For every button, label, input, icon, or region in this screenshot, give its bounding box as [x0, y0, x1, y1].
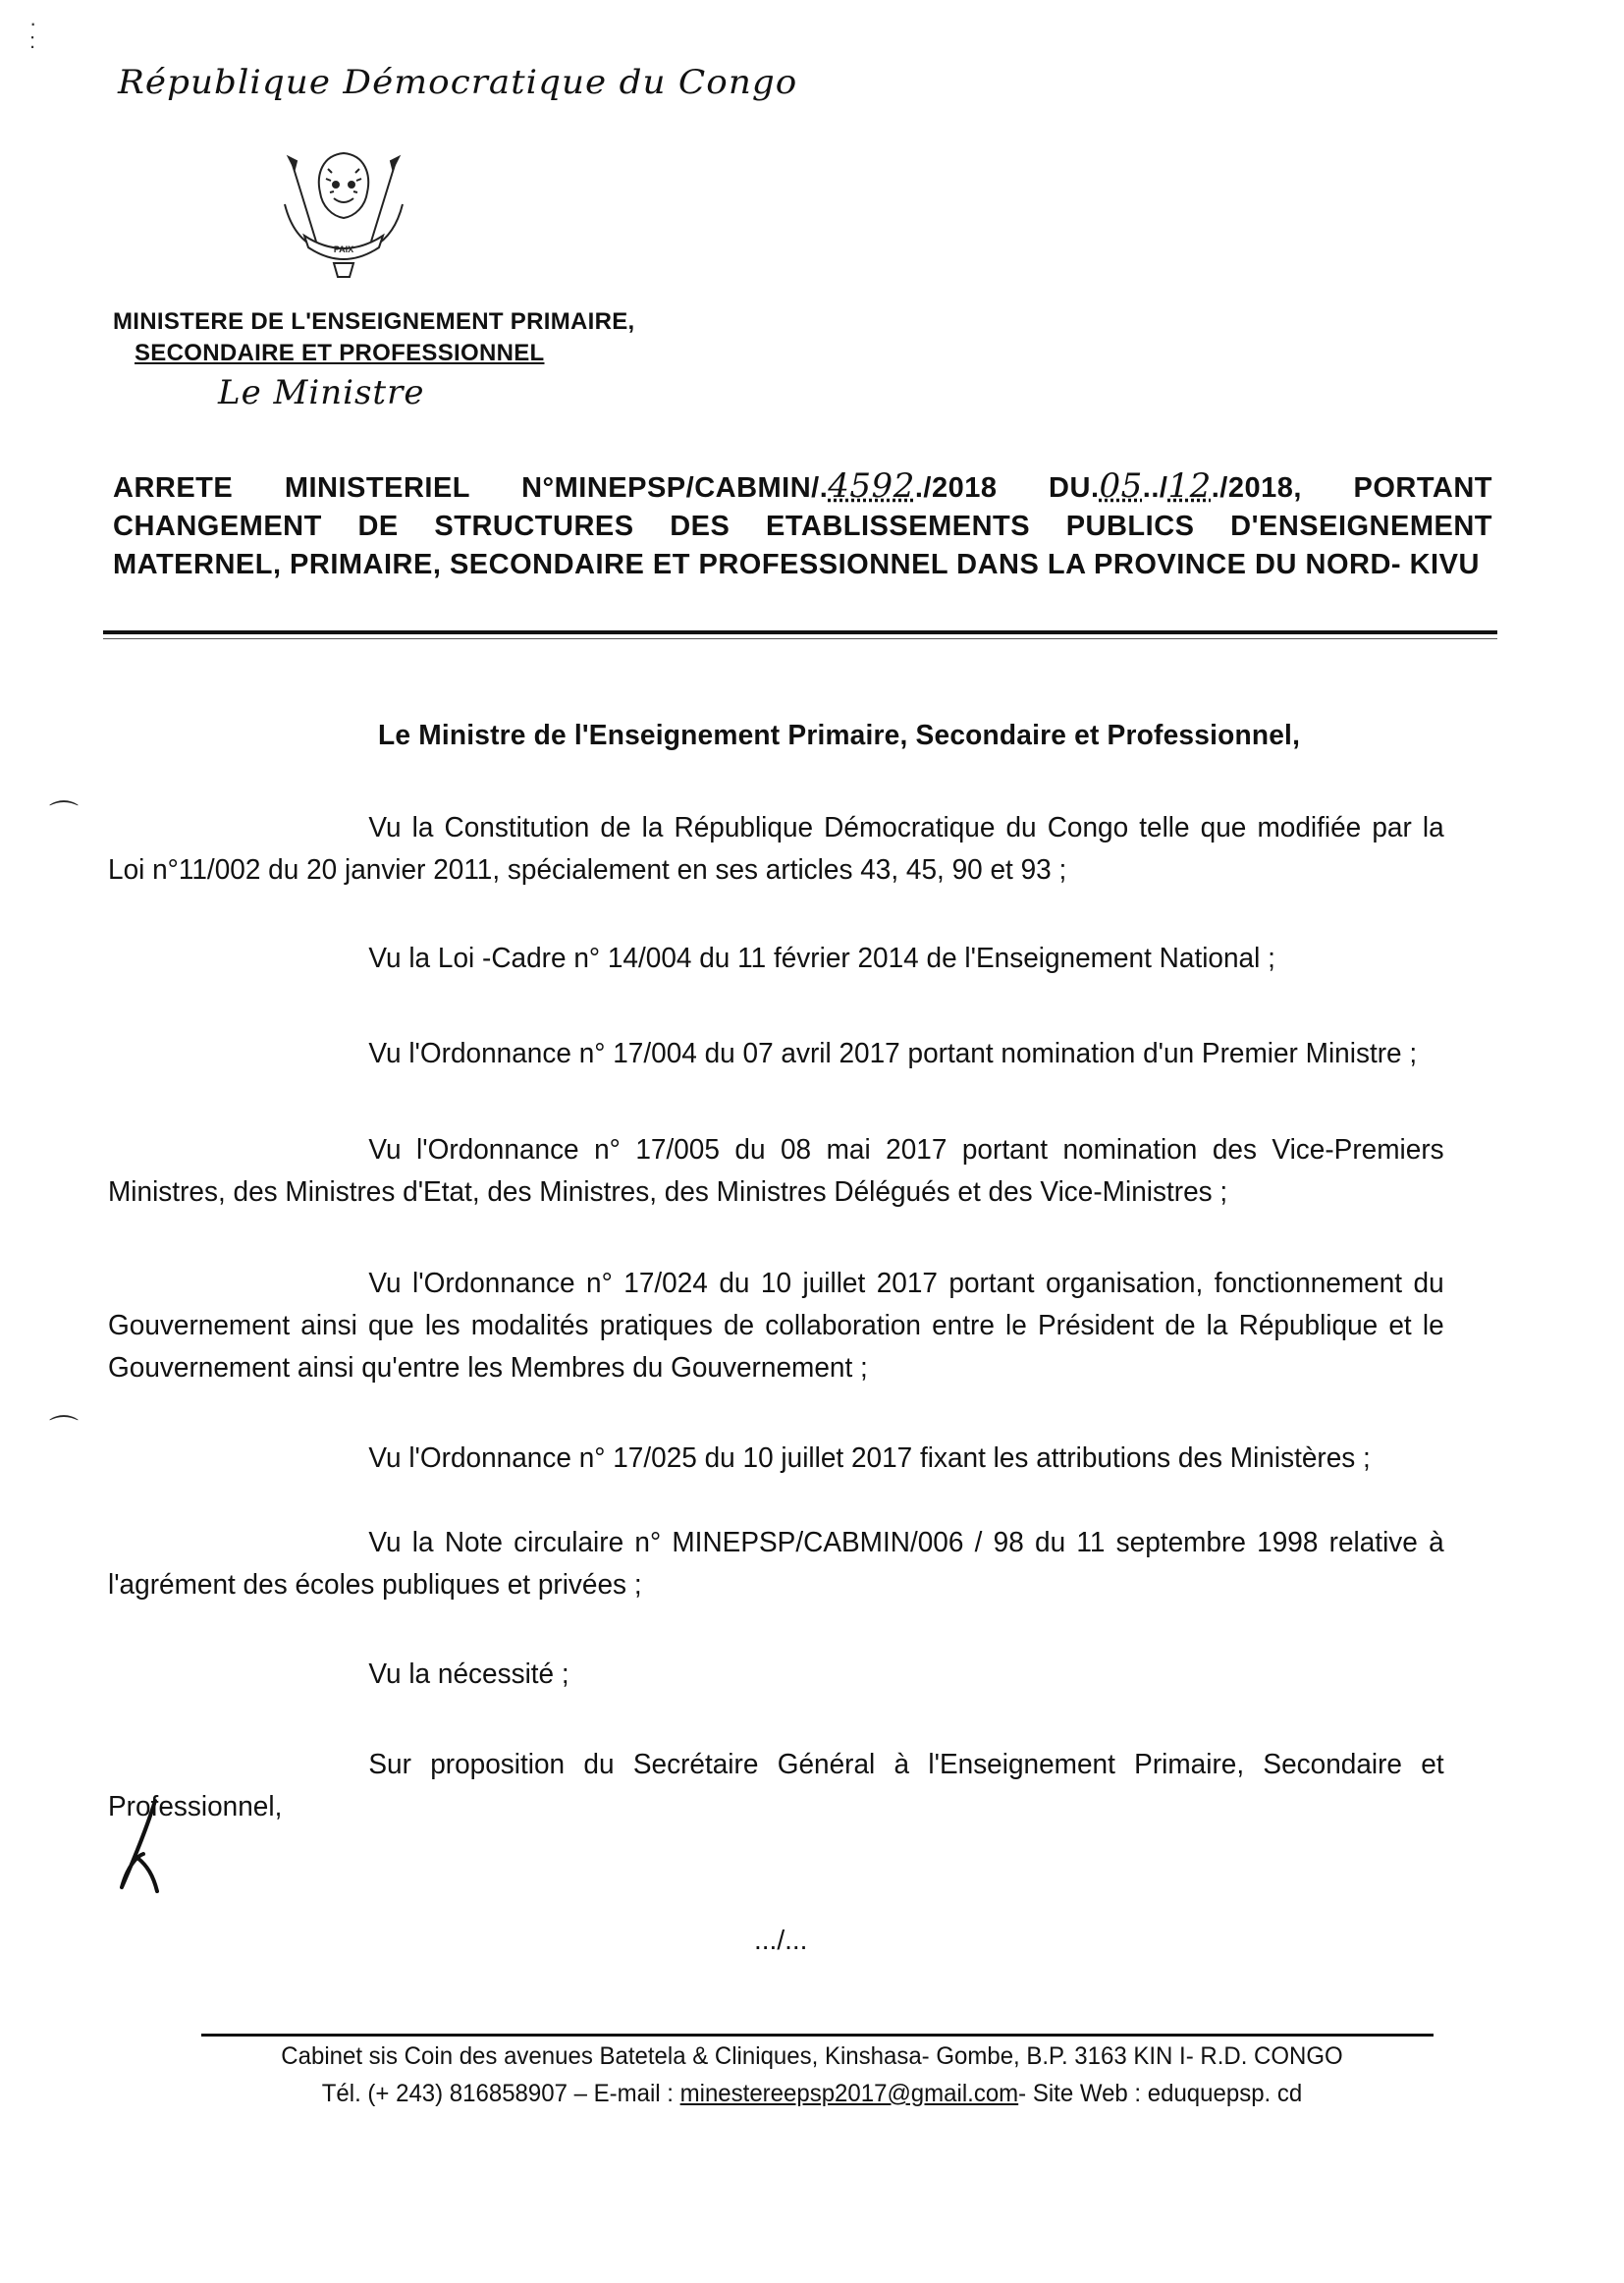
- arrete-mid1: ./2018 DU.: [914, 472, 1100, 504]
- ministry-name: [113, 306, 635, 369]
- country-name: République Démocratique du Congo: [118, 63, 798, 102]
- emblem-ribbon-text: PAIX: [333, 245, 354, 254]
- recital-necessite: Vu la nécessité ;: [368, 1658, 569, 1690]
- title-divider: [103, 630, 1497, 634]
- margin-tick-mark: ⌒: [49, 799, 79, 834]
- recital-ordonnance-17-025: Vu l'Ordonnance n° 17/025 du 10 juillet 2017 fixant les attributions des Ministères ;: [368, 1442, 1371, 1474]
- arrete-number-handwritten: 4592: [828, 466, 915, 506]
- recital-ordonnance-17-024: Vu l'Ordonnance n° 17/024 du 10 juillet 2017 portant organisation, fonctionnement du Gouvernement ainsi que les modalités pratiques de collaboration entre le Président de la République et le Gouvernement ainsi qu'entre les Membres du Gouvernement ;: [108, 1268, 1444, 1384]
- footer-address: Cabinet sis Coin des avenues Batetela & Cliniques, Kinshasa- Gombe, B.P. 3163 KIN I- R.D. CONGO: [281, 2042, 1343, 2070]
- recital-proposition: Sur proposition du Secrétaire Général à l'Enseignement Primaire, Secondaire et Professionnel,: [108, 1749, 1444, 1822]
- margin-tick-mark: ⌒: [49, 1414, 79, 1448]
- footer-website: - Site Web : eduquepsp. cd: [1018, 2080, 1303, 2107]
- ministry-name-line1: MINISTERE DE L'ENSEIGNEMENT PRIMAIRE,: [113, 308, 635, 335]
- arrete-mid2: ../: [1142, 472, 1168, 504]
- arrete-day-handwritten: 05: [1099, 466, 1143, 506]
- recital-loi-cadre: Vu la Loi -Cadre n° 14/004 du 11 février 2014 de l'Enseignement National ;: [368, 943, 1275, 974]
- arrete-month-handwritten: 12: [1167, 466, 1212, 506]
- footer-email-link[interactable]: minestereepsp2017@gmail.com: [679, 2080, 1019, 2107]
- footer-phone: Tél. (+ 243) 816858907 – E-mail :: [321, 2080, 680, 2107]
- signatory-title: Le Ministre: [218, 373, 425, 412]
- title-divider-thin: [103, 638, 1497, 639]
- footer-contact: [32, 2080, 1592, 2108]
- initials-signature: [108, 1797, 177, 1895]
- arrete-rest: ./2018, PORTANT CHANGEMENT DE STRUCTURES DES ETABLISSEMENTS PUBLICS D'ENSEIGNEMENT MATERNEL, PRIMAIRE, SECONDAIRE ET PROFESSIONNEL DANS LA PROVINCE DU NORD- KIVU: [113, 472, 1492, 580]
- recital-ordonnance-17-005: Vu l'Ordonnance n° 17/005 du 08 mai 2017 portant nomination des Vice-Premiers Ministres, des Ministres d'Etat, des Ministres, des Ministres Délégués et des Vice-Ministres ;: [108, 1134, 1444, 1208]
- arrete-prefix: ARRETE MINISTERIEL N°MINEPSP/CABMIN/.: [113, 472, 829, 504]
- footer-divider: [201, 2034, 1434, 2037]
- ministry-name-line2: SECONDAIRE ET PROFESSIONNEL: [135, 340, 545, 366]
- page-continuation: .../...: [754, 1925, 808, 1955]
- scan-marks: · :: [29, 11, 37, 53]
- arrete-title: [113, 467, 1492, 584]
- preamble-heading: Le Ministre de l'Enseignement Primaire, Secondaire et Professionnel,: [378, 720, 1301, 751]
- recital-constitution: Vu la Constitution de la République Démocratique du Congo telle que modifiée par la Loi n°11/002 du 20 janvier 2011, spécialement en ses articles 43, 45, 90 et 93 ;: [108, 812, 1444, 886]
- recital-ordonnance-17-004: Vu l'Ordonnance n° 17/004 du 07 avril 2017 portant nomination d'un Premier Ministre ;: [368, 1038, 1418, 1069]
- recital-note-circulaire: Vu la Note circulaire n° MINEPSP/CABMIN/006 / 98 du 11 septembre 1998 relative à l'agrément des écoles publiques et privées ;: [108, 1527, 1444, 1601]
- coat-of-arms-emblem: [265, 145, 422, 283]
